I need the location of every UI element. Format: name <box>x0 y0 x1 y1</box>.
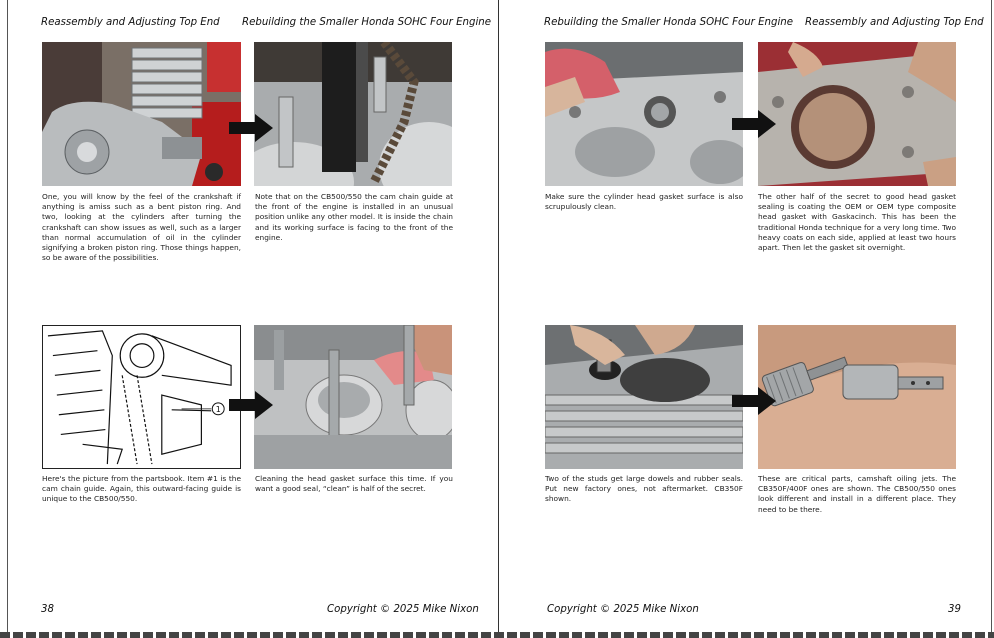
right-page <box>498 0 992 636</box>
arrow-right-icon <box>229 114 273 142</box>
caption-dowels-seals: Two of the studs get large dowels and rubber seals. Put new factory ones, not aftermarket. CB350F shown. <box>545 474 743 504</box>
right-header-chapter: Reassembly and Adjusting Top End <box>805 17 984 28</box>
caption-crankshaft-check: One, you will know by the feel of the crankshaft if anything is amiss such as a bent piston ring. And two, looking at the cylinders after turning the crankshaft can show issues as well, such as a larger than normal accumulation of oil in the cylinder signifying a broken piston ring. Those things happen, so be aware of the possibilities. <box>42 192 241 263</box>
left-page <box>7 0 498 636</box>
photo-cam-chain-guide <box>254 42 452 186</box>
left-copyright: Copyright © 2025 Mike Nixon <box>327 604 479 615</box>
right-header-book-title: Rebuilding the Smaller Honda SOHC Four Engine <box>544 17 794 28</box>
right-copyright: Copyright © 2025 Mike Nixon <box>547 604 699 615</box>
arrow-right-icon <box>229 391 273 419</box>
left-header-chapter: Reassembly and Adjusting Top End <box>41 17 220 28</box>
caption-gaskacinch: The other half of the secret to good head gasket sealing is coating the OEM or OEM type composite head gasket with Gaskacinch. This has been the traditional Honda technique for a very long time. Two heavy coats on each side, applied at least two hours apart. Then let the gasket sit overnight. <box>758 192 956 253</box>
caption-cam-chain-guide: Note that on the CB500/550 the cam chain guide at the front of the engine is installed in an unusual position unlike any other model. It is inside the chain and its working surface is facing to the front of the engine. <box>255 192 453 242</box>
caption-cleaning-surface: Cleaning the head gasket surface this time. If you want a good seal, “clean” is half of the secret. <box>255 474 453 494</box>
photo-dowels-seals <box>545 325 743 469</box>
diagram-callout-number: 1 <box>215 404 221 414</box>
diagram-partsbook <box>42 325 241 469</box>
arrow-right-icon <box>732 387 776 415</box>
caption-partsbook: Here's the picture from the partsbook. Item #1 is the cam chain guide. Again, this outward-facing guide is unique to the CB500/550. <box>42 474 241 504</box>
photo-cleaning-gasket-surface <box>254 325 452 469</box>
right-page-number: 39 <box>948 604 961 615</box>
arrow-right-icon <box>732 110 776 138</box>
photo-cylinder-head-cleaning <box>545 42 743 186</box>
caption-head-surface-clean: Make sure the cylinder head gasket surface is also scrupulously clean. <box>545 192 743 212</box>
page-edge-strip <box>0 632 994 638</box>
photo-camshaft-oiling-jets <box>758 325 956 469</box>
photo-head-gasket-coating <box>758 42 956 186</box>
caption-oiling-jets: These are critical parts, camshaft oiling jets. The CB350F/400F ones are shown. The CB500/550 ones look different and install in a different place. They need to be there. <box>758 474 956 514</box>
left-page-number: 38 <box>41 604 54 615</box>
photo-engine-crankcase <box>42 42 241 186</box>
left-header-book-title: Rebuilding the Smaller Honda SOHC Four Engine <box>242 17 492 28</box>
